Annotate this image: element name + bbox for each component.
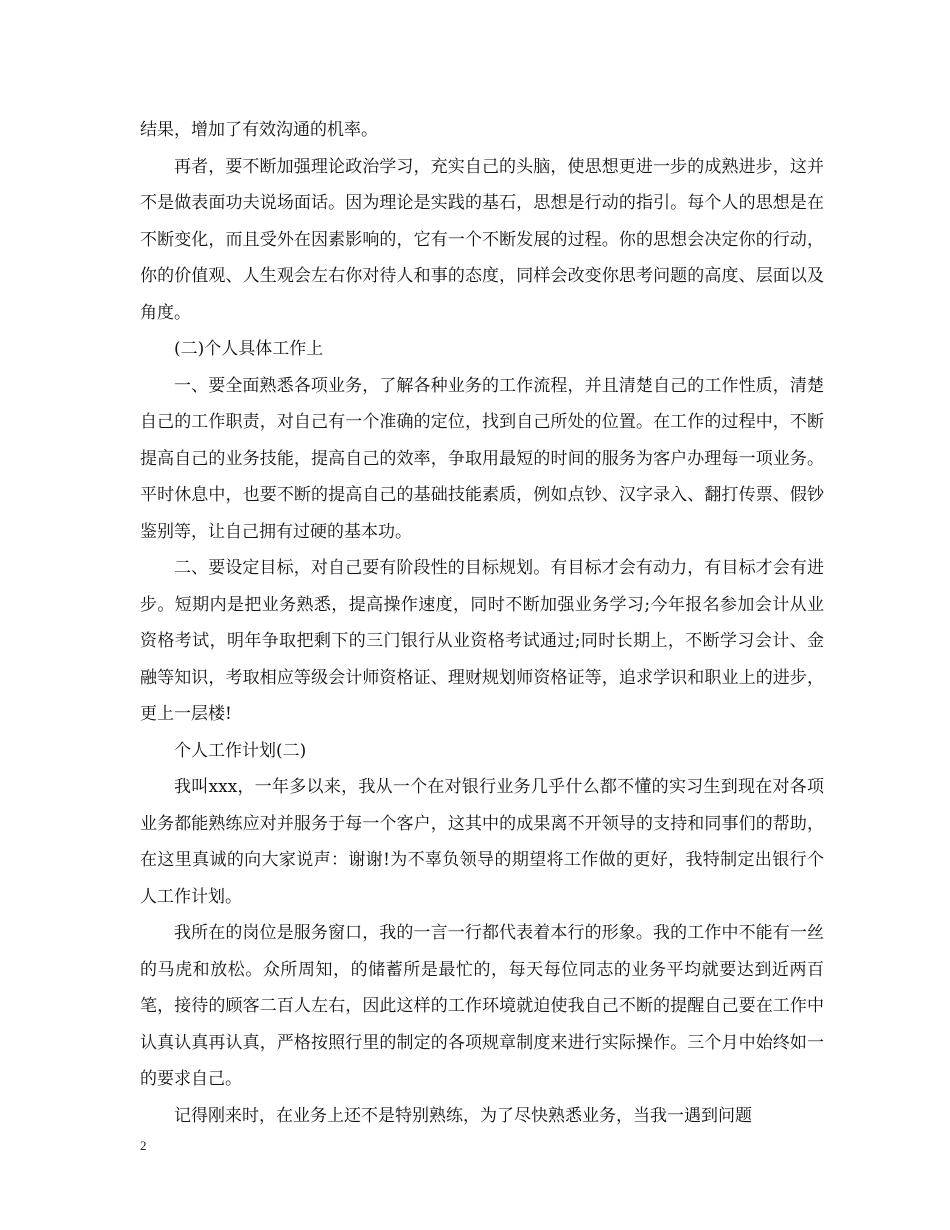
paragraph-1: 结果，增加了有效沟通的机率。	[140, 120, 378, 140]
section-heading-work-plan-2: 个人工作计划(二)	[174, 740, 307, 761]
page-number: 2	[140, 1138, 147, 1153]
paragraph-4: 一、要全面熟悉各项业务，了解各种业务的工作流程，并且清楚自己的工作性质，清楚自己的工作职责，对自己有一个准确的定位，找到自己所处的位置。在工作的过程中，不断提高自己的业务技能，提高自己的效率，争取用最短的时间的服务为客户办理每一项业务。平时休息中，也要不断的提高自己的基础技能素质，例如点钞、汉字录入、翻打传票、假钞鉴别等，让自己拥有过硬的基本功。	[140, 375, 824, 542]
paragraph-9: 记得刚来时，在业务上还不是特别熟练，为了尽快熟悉业务，当我一遇到问题	[174, 1105, 752, 1126]
section-heading-personal-work: (二)个人具体工作上	[174, 339, 324, 359]
paragraph-2: 再者，要不断加强理论政治学习，充实自己的头脑，使思想更进一步的成熟进步，这并不是做表面功夫说场面话。因为理论是实践的基石，思想是行动的指引。每个人的思想是在不断变化，而且受外在因素影响的，它有一个不断发展的过程。你的思想会决定你的行动，你的价值观、人生观会左右你对待人和事的态度，同样会改变你思考问题的高度、层面以及角度。	[140, 156, 824, 323]
paragraph-7: 我叫xxx，一年多以来，我从一个在对银行业务几乎什么都不懂的实习生到现在对各项业务都能熟练应对并服务于每一个客户，这其中的成果离不开领导的支持和同事们的帮助，在这里真诚的向大家说声：谢谢!为不辜负领导的期望将工作做的更好，我特制定出银行个人工作计划。	[140, 777, 824, 907]
paragraph-8: 我所在的岗位是服务窗口，我的一言一行都代表着本行的形象。我的工作中不能有一丝的马虎和放松。众所周知，的储蓄所是最忙的，每天每位同志的业务平均就要达到近两百笔，接待的顾客二百人左右，因此这样的工作环境就迫使我自己不断的提醒自己要在工作中认真认真再认真，严格按照行里的制定的各项规章制度来进行实际操作。三个月中始终如一的要求自己。	[140, 923, 824, 1089]
paragraph-5: 二、要设定目标，对自己要有阶段性的目标规划。有目标才会有动力，有目标才会有进步。短期内是把业务熟悉，提高操作速度，同时不断加强业务学习;今年报名参加会计从业资格考试，明年争取把剩下的三门银行从业资格考试通过;同时长期上，不断学习会计、金融等知识，考取相应等级会计师资格证、理财规划师资格证等，追求学识和职业上的进步，更上一层楼!	[140, 558, 824, 724]
document-body	[140, 112, 824, 1134]
